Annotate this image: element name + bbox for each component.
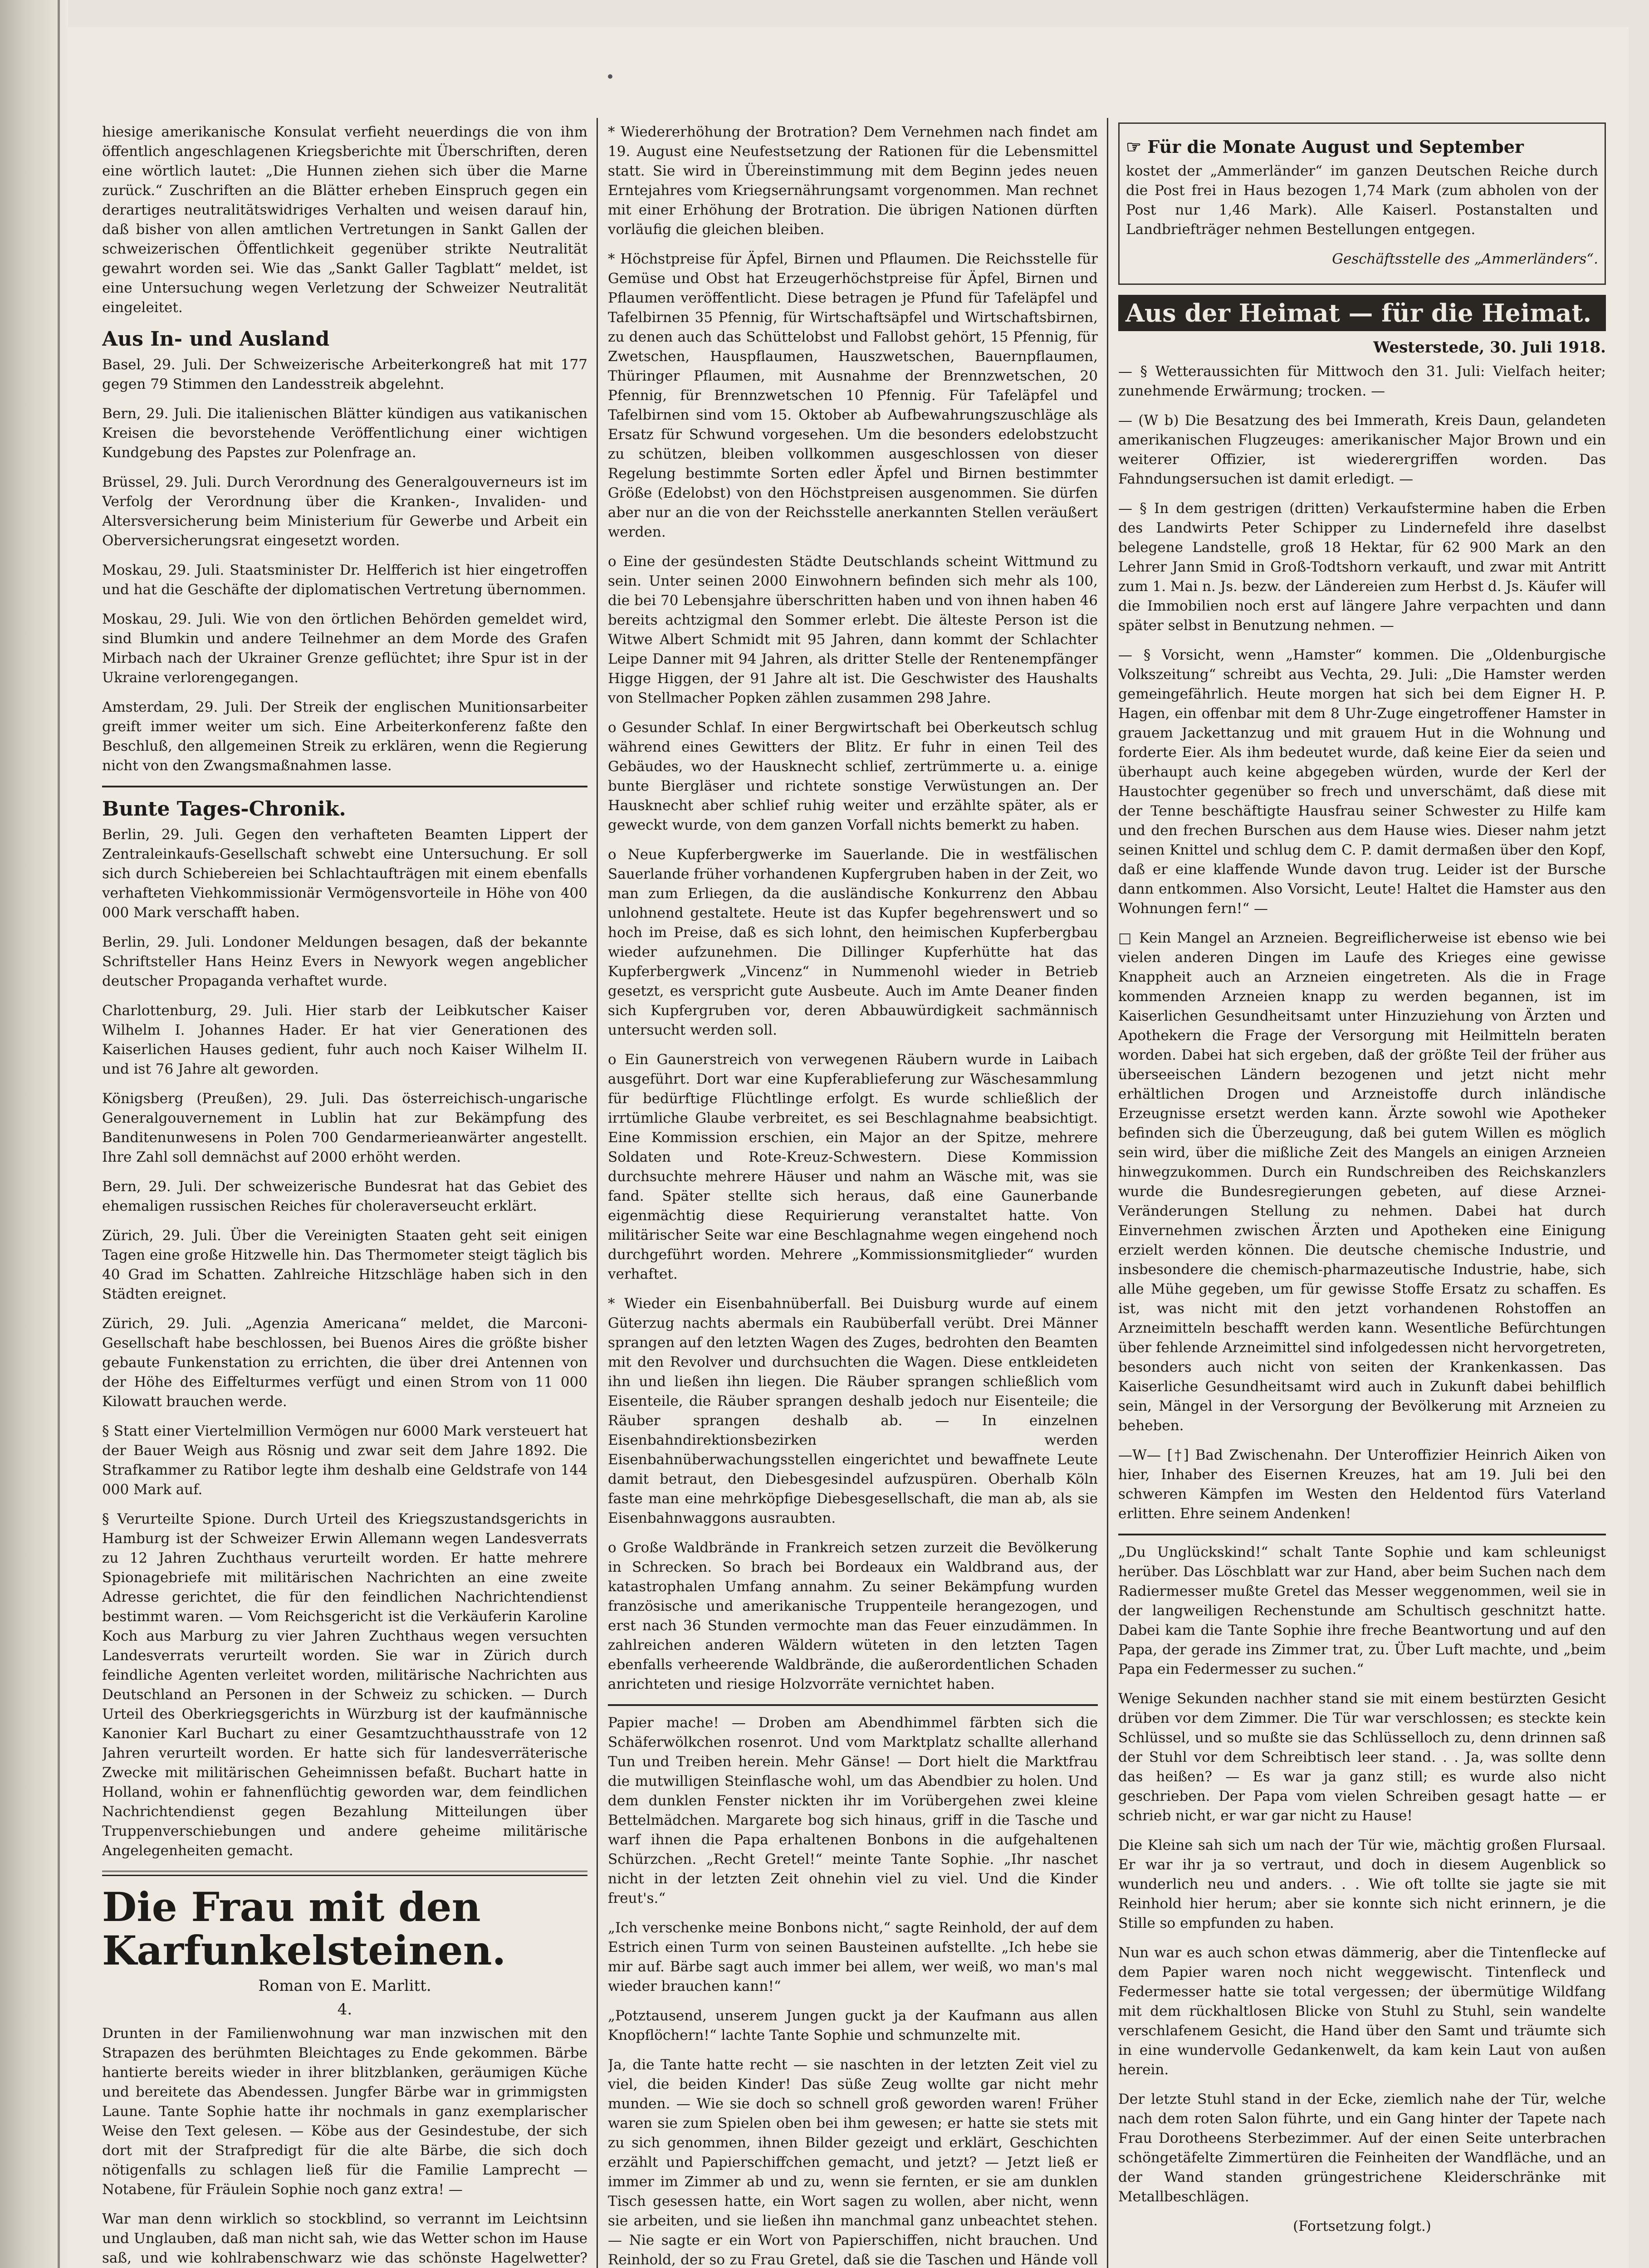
book-binding [0,0,68,2268]
news-item: — (W b) Die Besatzung des bei Immerath, Kreis Daun, gelandeten amerikanischen Flugzeuges: amerikanischer Major Brown und ein weiterer Offizier, ist wiederergriffen worden. Das Fahndungsersuchen ist damit erledigt. — [1118,412,1606,487]
divider [102,786,587,787]
column-rule [597,118,598,2268]
serial-paragraph: Drunten in der Familienwohnung war man inzwischen mit den Strapazen des berühmten Bleichtages zu Ende gekommen. Bärbe hantierte bereits wieder in ihrer blitzblanken, geräumigen Küche und bereitete das Abendessen. Jungfer Bärbe war in grimmigsten Laune. Tante Sophie hatte ihr nochmals in ganz exemplarischer Weise den Text gelesen. — Köbe aus der Gesindestube, der sich dort mit der Strafpredigt für die alte Bärbe, die sich doch nötigenfalls zu schlagen ließ für die Familie Lamprecht — Notabene, für Fräulein Sophie noch ganz extra! — [102,2025,587,2198]
serial-paragraph: Der letzte Stuhl stand in der Ecke, ziemlich nahe der Tür, welche nach dem roten Salon führte, und ein Gang hinter der Tapete nach Frau Dorotheens Sterbezimmer. Auf der einen Seite unterbrachen schöngetäfelte Zimmertüren die Feinheiten der Wandfläche, und an der Wand standen grüngestrichene Kleiderschränke mit Metallbeschlägen. [1118,2091,1606,2205]
continuation-note: (Fortsetzung folgt.) [1293,2218,1431,2234]
serial-paragraph: War man denn wirklich so stockblind, so verrannt im Leichtsinn und Unglauben, daß man nicht sah, wie das Wetter schon im Hause saß, und wie kohlrabenschwarz wie das schönste Hagelwetter? [102,2211,587,2266]
dateline: Westerstede, 30. Juli 1918. [1373,338,1606,357]
serial-title: Die Frau mit den Karfunkelsteinen. [102,1883,506,1974]
news-item: Moskau, 29. Juli. Wie von den örtlichen Behörden gemeldet wird, sind Blumkin und andere Teilnehmer an dem Morde des Grafen Mirbach nach der Ukrainer Grenze geflüchtet; ihre Spur ist in der Ukraine verlorengegangen. [102,611,587,686]
news-item: Amsterdam, 29. Juli. Der Streik der englischen Munitionsarbeiter greift immer weiter um sich. Eine Arbeiterkonferenz faßte den Beschluß, den allgemeinen Streik zu erklären, wenn die Regierung nicht von den Zwangsmaßnahmen lasse. [102,699,587,774]
column-middle [608,122,1098,2268]
news-item: § Statt einer Viertelmillion Vermögen nur 6000 Mark versteuert hat der Bauer Weigh aus Rösnig und zwar seit dem Jahre 1892. Die Strafkammer zu Ratibor legte ihm deshalb eine Geldstrafe von 144 000 Mark auf. [102,1423,587,1498]
news-item: — § Vorsicht, wenn „Hamster“ kommen. Die „Oldenburgische Volkszeitung“ schreibt aus Vechta, 29. Juli: „Die Hamster werden gemeingefährlich. Heute morgen hat sich bei dem Eigner H. P. Hagen, ein offenbar mit dem 8 Uhr-Zuge eingetroffener Hamster in grauem Jackettanzug und mit grauem Hut in die Wohnung und forderte Eier. Als ihm bedeutet wurde, daß keine Eier da seien und überhaupt auch keine abgegeben würden, wurde der Kerl der Haustochter gegenüber so frech und unverschämt, daß diese mit der Tenne beschäftigte Hausfrau seiner Schwester zu Hilfe kam und den frechen Burschen aus dem Hause wies. Dieser nahm jetzt seinen Knittel und schlug dem C. P. damit dermaßen über den Kopf, daß er eine klaffende Wunde davon trug. Leider ist der Bursche dann entkommen. Also Vorsicht, Leute! Haltet die Hamster aus den Wohnungen fern!“ — [1118,647,1606,917]
news-item: Charlottenburg, 29. Juli. Hier starb der Leibkutscher Kaiser Wilhelm I. Johannes Hader. Er hat vier Generationen des Kaiserlichen Hauses gedient, fuhr auch noch Kaiser Wilhelm II. und ist 76 Jahre alt geworden. [102,1002,587,1077]
serial-paragraph: „Ich verschenke meine Bonbons nicht,“ sagte Reinhold, der auf dem Estrich einen Turm von seinen Bausteinen aufstellte. „Ich hebe sie mir auf. Bärbe sagt auch immer bei allem, wer weiß, wo man's mal wieder brauchen kann!“ [608,1920,1098,1994]
news-item: — § Wetteraussichten für Mittwoch den 31. Juli: Vielfach heiter; zunehmende Erwärmung; trocken. — [1118,363,1606,399]
notice-signature: Geschäftsstelle des „Ammerländers“. [1332,251,1598,267]
serial-paragraph: Wenige Sekunden nachher stand sie mit einem bestürzten Gesicht drüben vor dem Zimmer. Die Tür war verschlossen; es steckte kein Schlüssel, und so mußte sie das Schlüsselloch zu, denn drinnen saß der Stuhl vor dem Schreibtisch leer stand. . . Ja, was sollte denn das heißen? — Es war ja ganz still; es wurde also nicht geschrieben. Der Papa vom vielen Schreiben gesagt hatte — er schrieb nicht, er war gar nicht zu Hause! [1118,1691,1606,1824]
news-item: * Wieder ein Eisenbahnüberfall. Bei Duisburg wurde auf einem Güterzug nachts abermals ein Raubüberfall verübt. Drei Männer sprangen auf den letzten Wagen des Zuges, bedrohten den Beamten mit den Revolver und durchsuchten die Wagen. Diese entkleideten ihn und ließen ihn liegen. Die Räuber sprangen schließlich vom Eisenteile, die Räuber sprangen deshalb jedoch nur Eisenteile; die Räuber sprangen deshalb ab. — In einzelnen Eisenbahndirektionsbezirken werden Eisenbahnüberwachungsstellen eingerichtet und bewaffnete Leute damit betraut, den Diebesgesindel aufzuspüren. Oberhalb Köln faste man eine mehrköpfige Diebesgesellschaft, die man ab, als sie Eisenbahnwaggons ausraubten. [608,1295,1098,1526]
news-item: —W— [†] Bad Zwischenahn. Der Unteroffizier Heinrich Aiken von hier, Inhaber des Eisernen Kreuzes, hat am 19. Juli bei den schweren Kämpfen im Westen den Heldentod fürs Vaterland erlitten. Ehre seinem Andenken! [1118,1447,1606,1522]
news-item: o Gesunder Schlaf. In einer Bergwirtschaft bei Oberkeutsch schlug während eines Gewitters der Blitz. Er fuhr in einen Teil des Gebäudes, wo der Hausknecht schlief, zertrümmerte u. a. einige bunte Biergläser und richtete sonstige Verwüstungen an. Der Hausknecht aber schlief ruhig weiter und erzählte später, als er geweckt wurde, von dem ganzen Vorfall nichts bemerkt zu haben. [608,719,1098,833]
column-right [1118,122,1606,2246]
news-item: Berlin, 29. Juli. Gegen den verhafteten Beamten Lippert der Zentraleinkaufs-Gesellschaft schwebt eine Untersuchung. Er soll sich durch Schiebereien bei Schlachtaufträgen mit einem ebenfalls verhafteten Viehkommissionär Vermögensvorteile in Höhe von 400 000 Mark verschafft haben. [102,826,587,921]
divider [102,1871,587,1876]
subscription-notice [1118,122,1606,285]
local-news-banner: Aus der Heimat — für die Heimat. [1118,295,1606,331]
news-item: Berlin, 29. Juli. Londoner Meldungen besagen, daß der bekannte Schriftsteller Hans Heinz Evers in Newyork wegen angeblicher deutscher Propaganda verhaftet wurde. [102,934,587,989]
serial-paragraph: „Du Unglückskind!“ schalt Tante Sophie und kam schleunigst herüber. Das Löschblatt war zur Hand, aber beim Suchen nach dem Radiermesser mußte Gretel das Messer weggenommen, weil sie in der langweiligen Rechenstunde am Schultisch geschnitzt hatte. Dabei kam die Tante Sophie ihre freche Beantwortung und auf den Papa, der gerade ins Zimmer trat, zu. Über Luft machte, und „beim Papa ein Federmesser zu suchen.“ [1118,1544,1606,1677]
news-item: Königsberg (Preußen), 29. Juli. Das österreichisch-ungarische Generalgouvernement in Lublin hat zur Bekämpfung des Banditenunwesens in Polen 700 Gendarmerieanwärter angestellt. Ihre Zahl soll demnächst auf 2000 erhöht werden. [102,1090,587,1165]
serial-paragraph: Nun war es auch schon etwas dämmerig, aber die Tintenflecke auf dem Papier waren noch nicht weggewischt. Tintenfleck und Federmesser hatte sie total vergessen; der übermütige Wildfang mit dem rückhaltlosen Blicke von Stuhl zu Stuhl, sein wandelte verschlafenem Gesicht, die Hand über den Samt und träumte sich in eine wundervolle Gedankenwelt, da kam kein Laut von außen herein. [1118,1945,1606,2078]
column-rule [1107,118,1108,2268]
article-paragraph: hiesige amerikanische Konsulat verfieht neuerdings die von ihm öffentlich angeschlagenen Kriegsberichte mit Überschriften, deren eine wörtlich lautet: „Die Hunnen ziehen sich über die Marne zurück.“ Zuschriften an die Blätter erheben Einspruch gegen ein derartiges neutralitätswidriges Verhalten und weisen darauf hin, daß bisher von allen amtlichen Vertretungen in Sankt Gallen der schweizerischen Öffentlichkeit gegenüber strikte Neutralität gewahrt worden sei. Wie das „Sankt Galler Tagblatt“ meldet, ist eine Untersuchung wegen Verletzung der Schweizer Neutralität eingeleitet. [102,124,587,316]
serial-paragraph: Papier mache! — Droben am Abendhimmel färbten sich die Schäferwölkchen rosenrot. Und vom Marktplatz schallte allerhand Tun und Treiben herein. Mehr Gänse! — Dort hielt die Marktfrau die mutwilligen Steinflasche wohl, um das Abendbier zu holen. Und dem dunklen Fenster nickten ihr im Vorübergehen zwei kleine Bettelmädchen. Margarete bog sich hinaus, griff in die Tasche und warf ihnen die Papa erhaltenen Bonbons in die aufgehaltenen Schürzchen. „Recht Gretel!“ meinte Tante Sophie. „Ihr naschet nicht in der letzten Zeit ohnehin viel zu viel. Und die Kinder freut's.“ [608,1715,1098,1906]
news-item: o Große Waldbrände in Frankreich setzen zurzeit die Bevölkerung in Schrecken. So brach bei Bordeaux ein Waldbrand aus, der katastrophalen Umfang annahm. Zu seiner Bekämpfung wurden französische und amerikanische Truppenteile herangezogen, und erst nach 36 Stunden vermochte man das Feuer einzudämmen. In zahlreichen anderen Wäldern wüteten in den letzten Tagen ebenfalls verheerende Waldbrände, die außerordentlichen Schaden anrichteten und riesige Holzvorräte vernichtet haben. [608,1540,1098,1692]
serial-paragraph: Ja, die Tante hatte recht — sie naschten in der letzten Zeit viel zu viel, die beiden Kinder! Das süße Zeug wollte gar nicht mehr munden. — Wie sie doch so schnell groß geworden waren! Früher waren sie zum Spielen oben bei ihm gewesen; er hatte sie stets mit zu sich genommen, ihnen Bilder gezeigt und erklärt, Geschichten erzählt und Papierschiffchen gemacht, und jetzt? — Jetzt ließ er immer im Zimmer ab und zu, wenn sie fernten, er sie am dunklen Tisch gesessen hatte, ein Wort sagen zu wollen, aber nicht, wenn sie arbeiten, und sie ließen ihn manchmal ganz unbeachtet stehen. — Nie sagte er ein Wort von Papierschiffen, nicht brauchen. Und Reinhold, der so zu Frau Gretel, daß sie die Taschen und Hände voll [608,2057,1098,2268]
notice-body: kostet der „Ammerländer“ im ganzen Deutschen Reiche durch die Post frei in Haus bezogen 1,74 Mark (zum abholen von der Post nur 1,46 Mark). Alle Kaiserl. Postanstalten und Landbriefträger nehmen Bestellungen entgegen. [1126,163,1598,238]
notice-heading: ☞ Für die Monate August und September [1126,137,1524,157]
news-item: * Wiedererhöhung der Brotration? Dem Vernehmen nach findet am 19. August eine Neufestsetzung der Rationen für die Lebensmittel statt. Sie wird in Übereinstimmung mit dem Beginn jedes neuen Erntejahres vom Kriegsernährungsamt vorgenommen. Man rechnet mit einer Erhöhung der Brotration. Die übrigen Nationen dürften vorläufig die gleichen bleiben. [608,124,1098,238]
page-marker: • [606,68,615,86]
news-item: o Eine der gesündesten Städte Deutschlands scheint Wittmund zu sein. Unter seinen 2000 Einwohnern befinden sich mehr als 100, die bei 70 Lebensjahre überschritten haben und von ihnen haben 46 bereits achtzigmal den Sommer erlebt. Die älteste Person ist die Witwe Albert Schmidt mit 95 Jahren, dann kommt der Schlachter Leipe Danner mit 94 Jahren, als dritter Stelle der Rentenempfänger Higge Higgen, der 91 Jahre alt ist. Die Geschwister des Haushalts von Stellmacher Popken zählen zusammen 298 Jahre. [608,553,1098,706]
news-item: o Ein Gaunerstreich von verwegenen Räubern wurde in Laibach ausgeführt. Dort war eine Kupferablieferung zur Wäschesammlung für bedürftige Flüchtlinge erfolgt. Es wurde schließlich der irrtümliche Glaube verbreitet, es sei Beschlagnahme beabsichtigt. Eine Kommission erschien, ein Major an der Spitze, mehrere Soldaten und Rote-Kreuz-Schwestern. Diese Kommission durchsuchte mehrere Häuser und nahm an Wäsche mit, was sie fand. Später stellte sich heraus, daß eine Gaunerbande eigenmächtig diese Requirierung veranstaltet hatte. Von militärischer Seite war eine Beschlagnahme wegen eingehend noch durchgeführt worden. Mehrere „Kommissionsmitglieder“ wurden verhaftet. [608,1051,1098,1282]
divider [1118,1534,1606,1535]
news-item: o Neue Kupferbergwerke im Sauerlande. Die in westfälischen Sauerlande früher vorhandenen Kupfergruben haben in der Zeit, wo man zum Erliegen, da die ausländische Konkurrenz den Abbau unlohnend gestaltete. Heute ist das Kupfer begehrenswert und so hoch im Preise, daß es sich lohnt, den heimischen Kupferbergbau wieder aufzunehmen. Die Dillinger Kupferhütte hat das Kupferbergwerk „Vincenz“ in Nummenohl wieder in Betrieb gesetzt, es verspricht gute Ausbeute. Auch im Amte Deaner finden sich Kupfergruben vor, deren Abbauwürdigkeit sachmännisch untersucht werden soll. [608,846,1098,1038]
serial-paragraph: Die Kleine sah sich um nach der Tür wie, mächtig großen Flursaal. Er war ihr ja so vertraut, und doch in diesem Augenblick so wunderlich neu und anders. . . Wie oft tollte sie jagte sie mit Reinhold hier herum; aber sie konnte sich nicht erinnern, je die Stille so empfunden zu haben. [1118,1837,1606,1931]
news-item: Bern, 29. Juli. Die italienischen Blätter kündigen aus vatikanischen Kreisen die bevorstehende Veröffentlichung einer wichtigen Kundgebung des Papstes zur Polenfrage an. [102,406,587,461]
news-item: Bern, 29. Juli. Der schweizerische Bundesrat hat das Gebiet des ehemaligen russischen Reiches für choleraverseucht erklärt. [102,1178,587,1214]
news-item: Basel, 29. Juli. Der Schweizerische Arbeiterkongreß hat mit 177 gegen 79 Stimmen den Landesstreik abgelehnt. [102,357,587,392]
section-heading: Aus In- und Ausland [102,327,330,351]
news-item: Moskau, 29. Juli. Staatsminister Dr. Helfferich ist hier eingetroffen und hat die Geschäfte der diplomatischen Vertretung übernommen. [102,562,587,598]
news-item: Brüssel, 29. Juli. Durch Verordnung des Generalgouverneurs ist im Verfolg der Verordnung über die Kranken-, Invaliden- und Altersversicherung beim Ministerium für Gewerbe und Arbeit ein Oberversicherungsrat eingesetzt worden. [102,474,587,549]
divider [608,1704,1098,1706]
serial-part: 4. [337,2000,352,2019]
column-left [102,122,587,2268]
news-item: § Verurteilte Spione. Durch Urteil des Kriegszustandsgerichts in Hamburg ist der Schweizer Erwin Allemann wegen Landesverrats zu 12 Jahren Zuchthaus verurteilt worden. Er hatte mehrere Spionagebriefe mit militärischen Nachrichten an eine zweite Adresse gerichtet, die für den feindlichen Nachrichtendienst bestimmt waren. — Vom Reichsgericht ist die Verkäuferin Karoline Koch aus Marburg zu vier Jahren Zuchthaus wegen versuchten Landesverrats verurteilt worden. Sie war in Zürich durch feindliche Agenten verleitet worden, militärische Nachrichten aus Deutschland an Personen in der Schweiz zu schicken. — Durch Urteil des Oberkriegsgerichts in Würzburg ist der kaufmännische Kanonier Karl Buchart zu einer Gesamtzuchthausstrafe von 12 Jahren verurteilt worden. Er hatte sich für landesverräterische Zwecke mit militärischen Geheimnissen befaßt. Buchart hatte in Holland, wohin er fahnenflüchtig geworden war, dem feindlichen Nachrichtendienst gegen Bezahlung Mitteilungen über Truppenverschiebungen und andere geheime militärische Angelegenheiten gemacht. [102,1511,587,1859]
news-item: * Höchstpreise für Äpfel, Birnen und Pflaumen. Die Reichsstelle für Gemüse und Obst hat Erzeugerhöchstpreise für Äpfel, Birnen und Pflaumen veröffentlicht. Diese betragen je Pfund für Tafeläpfel und Tafelbirnen 35 Pfennig, für Wirtschaftsäpfel und Wirtschaftsbirnen, zu denen auch das Schüttelobst und Fallobst gehört, 15 Pfennig, für Zwetschen, Hauspflaumen, Hauszwetschen, Bauernpflaumen, Thüringer Pflaumen, mit Ausnahme der Brennzwetschen, 20 Pfennig, für Brennzwetschen 10 Pfennig. Für Tafeläpfel und Tafelbirnen sind vom 15. Oktober ab Aufbewahrungszuschläge als Ersatz für Schwund vorgesehen. Um die besonders edelobstzucht zu schützen, bleiben vollkommen ausgeschlossen von dieser Regelung bestimmte Sorten edler Äpfel und Birnen bestimmter Größe (Edelobst) von den Höchstpreisen ausgenommen. Sie dürfen aber nur an die von der Reichsstelle anerkannten Stellen veräußert werden. [608,251,1098,540]
news-item: Zürich, 29. Juli. Über die Vereinigten Staaten geht seit einigen Tagen eine große Hitzwelle hin. Das Thermometer steigt täglich bis 40 Grad im Schatten. Zahlreiche Hitzschläge haben sich in den Städten ereignet. [102,1227,587,1302]
serial-byline: Roman von E. Marlitt. [258,1977,431,1995]
news-item: Zürich, 29. Juli. „Agenzia Americana“ meldet, die Marconi-Gesellschaft habe beschlossen, bei Buenos Aires die größte bisher gebaute Funkenstation zu errichten, die über drei Antennen von der Höhe des Eiffelturmes verfügt und einen Strom von 11 000 Kilowatt brauchen werde. [102,1315,587,1410]
news-item: □ Kein Mangel an Arzneien. Begreiflicherweise ist ebenso wie bei vielen anderen Dingen im Laufe des Krieges eine gewisse Knappheit auch an Arzneien eingetreten. Als die in Frage kommenden Arzneien knapp zu werden begannen, ist im Kaiserlichen Gesundheitsamt unter Hinzuziehung von Ärzten und Apothekern die Frage der Versorgung mit Heilmitteln beraten worden. Dabei hat sich ergeben, daß der größte Teil der früher aus überseeischen Ländern bezogenen und jetzt nicht mehr erhältlichen Drogen und Arzneistoffe durch inländische Erzeugnisse ersetzt werden kann. Ärzte sowohl wie Apotheker befinden sich die Überzeugung, daß bei gutem Willen es möglich sein wird, über die mißliche Zeit des Mangels an einigen Arzneien hinwegzukommen. Durch ein Rundschreiben des Reichskanzlers wurde die Bundesregierungen gebeten, auf diese Arznei-Veränderungen Stellung zu nehmen. Dabei hat durch Einvernehmen zwischen Ärzten und Apotheken eine Einigung erzielt werden können. Die deutsche chemische Industrie, und insbesondere die chemisch-pharmazeutische Industrie, habe, sich alle Mühe gegeben, um für gewisse Stoffe Ersatz zu schaffen. Es ist, was nicht mit den jetzt vorhandenen Rohstoffen an Arzneimitteln beschafft werden kann. Wesentliche Befürchtungen über fehlende Arzneimittel sind infolgedessen nicht hervorgetreten, besonders auch nicht von seiten der Krankenkassen. Das Kaiserliche Gesundheitsamt wird auch in Zukunft dabei behilflich sein, Mängel in der Versorgung der Bevölkerung mit Arzneien zu beheben. [1118,930,1606,1434]
serial-paragraph: „Potztausend, unserem Jungen guckt ja der Kaufmann aus allen Knopflöchern!“ lachte Tante Sophie und schmunzelte mit. [608,2008,1098,2043]
news-item: — § In dem gestrigen (dritten) Verkaufstermine haben die Erben des Landwirts Peter Schipper zu Lindernefeld ihre daselbst belegene Landstelle, groß 18 Hektar, für 62 900 Mark an den Lehrer Jann Smid in Groß-Todtshorn verkauft, und zwar mit Antritt zum 1. Mai n. Js. bezw. der Ländereien zum Herbst d. Js. Käufer will die Immobilien noch erst auf längere Jahre verpachten und dann später selbst in Benutzung nehmen. — [1118,500,1606,634]
section-heading: Bunte Tages-Chronik. [102,797,346,821]
